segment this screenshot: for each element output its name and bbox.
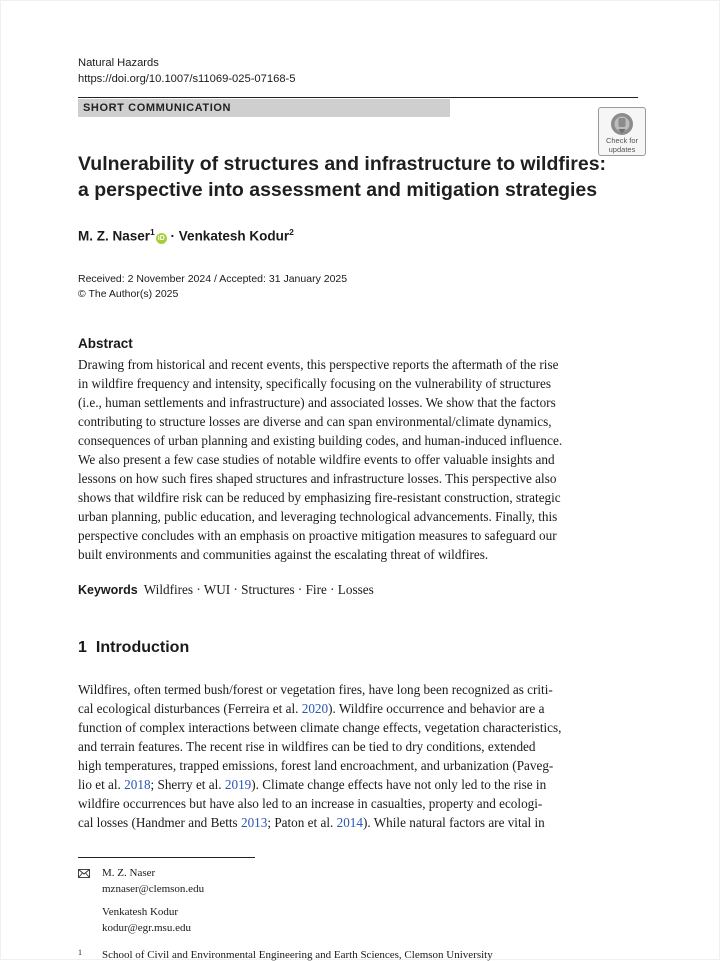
journal-info bbox=[78, 56, 296, 87]
author-separator: · bbox=[170, 228, 176, 244]
intro-text: ; Sherry et al. bbox=[150, 777, 225, 792]
abstract-line: contributing to structure losses are diverse and can span environmental/climate dynamics, bbox=[78, 414, 552, 429]
intro-line bbox=[78, 699, 646, 718]
contact-name: Venkatesh Kodur bbox=[102, 906, 179, 918]
affiliation-footnote bbox=[78, 948, 493, 961]
affiliation-number: 1 bbox=[78, 948, 82, 957]
intro-text: wildfire occurrences but have also led to an increase in casualties, property and ecologi- bbox=[78, 796, 543, 811]
article-type-label: SHORT COMMUNICATION bbox=[78, 99, 450, 117]
intro-text: high temperatures, trapped emissions, forest land encroachment, and urbanization (Paveg- bbox=[78, 758, 554, 773]
contact-name: M. Z. Naser bbox=[102, 867, 156, 879]
title-line: Vulnerability of structures and infrastructure to wildfires: bbox=[78, 153, 607, 175]
orcid-icon[interactable]: iD bbox=[157, 234, 165, 242]
affiliation-marker: 1 bbox=[150, 227, 155, 237]
author-name[interactable]: M. Z. Naser bbox=[78, 228, 151, 244]
abstract-line: (i.e., human settlements and infrastructure) and associated losses. We show that the factors bbox=[78, 395, 556, 410]
affiliation-marker: 2 bbox=[289, 227, 294, 237]
abstract-line: in wildfire frequency and intensity, specifically focusing on the vulnerability of structures bbox=[78, 376, 552, 391]
citation-link[interactable]: 2020 bbox=[301, 701, 329, 716]
intro-text: lio et al. bbox=[78, 777, 125, 792]
section-number: 1 bbox=[78, 639, 87, 656]
article-dates bbox=[78, 272, 347, 302]
abstract-line: urban planning, public education, and leveraging technological advancements. Finally, this bbox=[78, 509, 558, 524]
keywords-label: Keywords bbox=[78, 583, 138, 597]
abstract-line: consequences of urban planning and existing building codes, and human-induced influence. bbox=[78, 433, 563, 448]
intro-text: ). While natural factors are vital in bbox=[362, 815, 545, 830]
doi-link[interactable]: https://doi.org/10.1007/s11069-025-07168-5 bbox=[78, 72, 296, 85]
abstract-text bbox=[78, 355, 646, 564]
badge-line1: Check for bbox=[605, 136, 639, 145]
section-title: Introduction bbox=[95, 639, 190, 656]
citation-link[interactable]: 2013 bbox=[240, 815, 268, 830]
section-heading-introduction bbox=[78, 639, 189, 657]
intro-line bbox=[78, 775, 646, 794]
check-for-updates-badge[interactable] bbox=[598, 107, 646, 156]
abstract-line: We also present a few case studies of notable wildfire events to offer valuable insights and bbox=[78, 452, 555, 467]
envelope-icon bbox=[78, 869, 90, 878]
abstract-line: perspective concludes with an emphasis on proactive mitigation measures to safeguard our bbox=[78, 528, 557, 543]
copyright-line: © The Author(s) 2025 bbox=[78, 288, 179, 300]
received-accepted: Received: 2 November 2024 / Accepted: 31 January 2025 bbox=[78, 273, 348, 285]
contact-email[interactable]: mznaser@clemson.edu bbox=[102, 882, 205, 895]
abstract-line: lessons on how such fires shaped structures and infrastructure losses. This perspective also bbox=[78, 471, 557, 486]
introduction-text bbox=[78, 680, 646, 832]
header-rule bbox=[78, 97, 638, 98]
intro-text: Wildfires, often termed bush/forest or vegetation fires, have long been recognized as criti- bbox=[78, 682, 553, 697]
footnote-rule bbox=[78, 857, 255, 858]
citation-link[interactable]: 2019 bbox=[224, 777, 252, 792]
abstract-line: Drawing from historical and recent events, this perspective reports the aftermath of the rise bbox=[78, 357, 559, 372]
intro-line bbox=[78, 794, 646, 813]
intro-text: cal ecological disturbances (Ferreira et al. bbox=[78, 701, 302, 716]
intro-line bbox=[78, 813, 646, 832]
intro-line bbox=[78, 737, 646, 756]
intro-text: ). Climate change effects have not only led to the rise in bbox=[251, 777, 547, 792]
intro-line bbox=[78, 718, 646, 737]
author-list bbox=[78, 227, 294, 244]
intro-line bbox=[78, 680, 646, 699]
article-title bbox=[78, 151, 638, 203]
intro-text: cal losses (Handmer and Betts bbox=[78, 815, 241, 830]
keywords bbox=[78, 582, 374, 598]
intro-text: ; Paton et al. bbox=[267, 815, 337, 830]
citation-link[interactable]: 2018 bbox=[124, 777, 151, 792]
intro-text: function of complex interactions between climate change effects, vegetation characteristics, bbox=[78, 720, 562, 735]
affiliation-text: School of Civil and Environmental Engineering and Earth Sciences, Clemson University bbox=[102, 949, 493, 961]
intro-text: and terrain features. The recent rise in wildfires can be tied to dry conditions, extended bbox=[78, 739, 536, 754]
intro-text: ). Wildfire occurrence and behavior are a bbox=[328, 701, 545, 716]
keywords-list: Wildfires · WUI · Structures · Fire · Losses bbox=[143, 582, 374, 597]
citation-link[interactable]: 2014 bbox=[336, 815, 363, 830]
badge-line2: updates bbox=[608, 144, 636, 154]
intro-line bbox=[78, 756, 646, 775]
journal-name: Natural Hazards bbox=[78, 57, 159, 69]
crossmark-icon bbox=[609, 112, 635, 136]
abstract-heading: Abstract bbox=[78, 336, 133, 351]
abstract-line: built environments and communities against the escalating threat of wildfires. bbox=[78, 547, 489, 562]
title-line: a perspective into assessment and mitigation strategies bbox=[78, 179, 598, 201]
abstract-line: shows that wildfire risk can be reduced by emphasizing fire-resistant construction, strategic bbox=[78, 490, 561, 505]
contact-email[interactable]: kodur@egr.msu.edu bbox=[102, 921, 191, 934]
corresponding-contacts bbox=[78, 866, 204, 936]
author-name[interactable]: Venkatesh Kodur bbox=[178, 228, 290, 244]
